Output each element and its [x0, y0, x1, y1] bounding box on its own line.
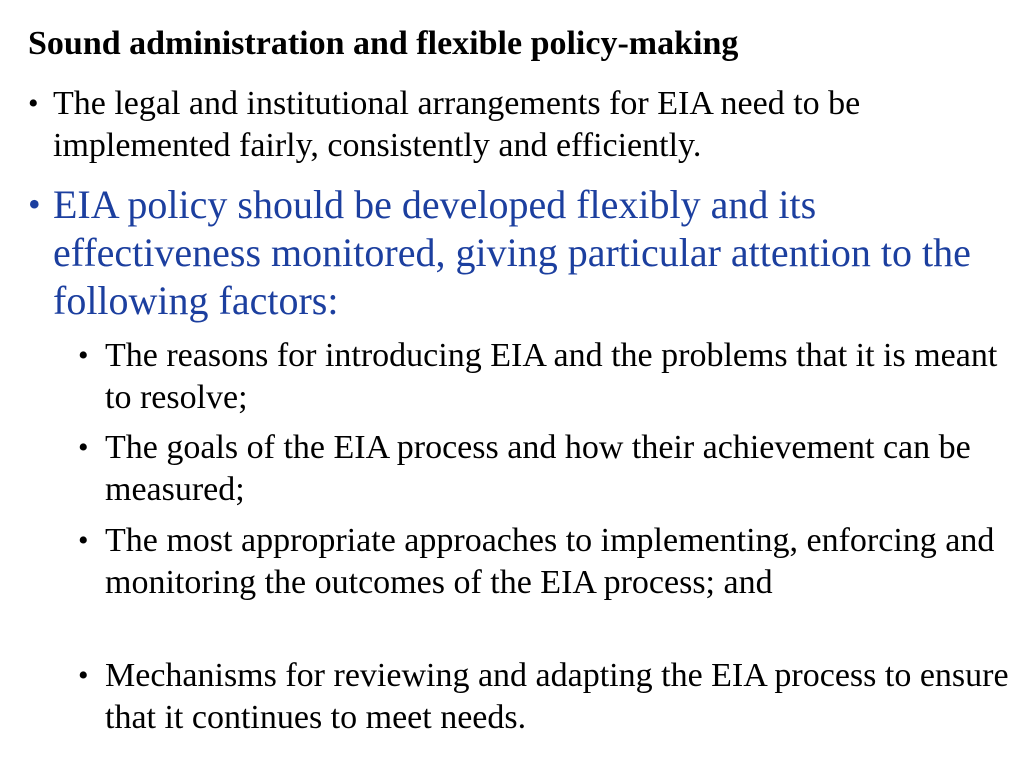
sub-bullet-text: The reasons for introducing EIA and the problems that it is meant to resolve; [105, 337, 998, 416]
bullet-icon: • [78, 524, 89, 557]
bullet-item-eia-policy [28, 181, 1008, 325]
sub-bullet-item-mechanisms [78, 655, 1018, 739]
bullet-text: The legal and institutional arrangements for EIA need to be implemented fairly, consistently and efficiently. [53, 85, 861, 164]
bullet-item-legal-arrangements [28, 83, 1008, 167]
slide-title: Sound administration and flexible policy-making [28, 25, 739, 62]
bullet-text-highlighted: EIA policy should be developed flexibly and its effectiveness monitored, giving particular attention to the following factors: [53, 182, 971, 323]
sub-bullet-item-approaches [78, 520, 1018, 604]
bullet-icon: • [78, 431, 89, 464]
bullet-icon: • [78, 659, 89, 692]
bullet-icon: • [28, 87, 39, 120]
sub-bullet-item-goals [78, 427, 1018, 511]
sub-bullet-text: The goals of the EIA process and how their achievement can be measured; [105, 429, 971, 508]
bullet-icon: • [78, 339, 89, 372]
bullet-icon: • [28, 184, 41, 224]
sub-bullet-text: Mechanisms for reviewing and adapting the EIA process to ensure that it continues to meet needs. [105, 657, 1009, 736]
sub-bullet-item-reasons [78, 335, 1018, 419]
sub-bullet-text: The most appropriate approaches to implementing, enforcing and monitoring the outcomes of the EIA process; and [105, 522, 995, 601]
